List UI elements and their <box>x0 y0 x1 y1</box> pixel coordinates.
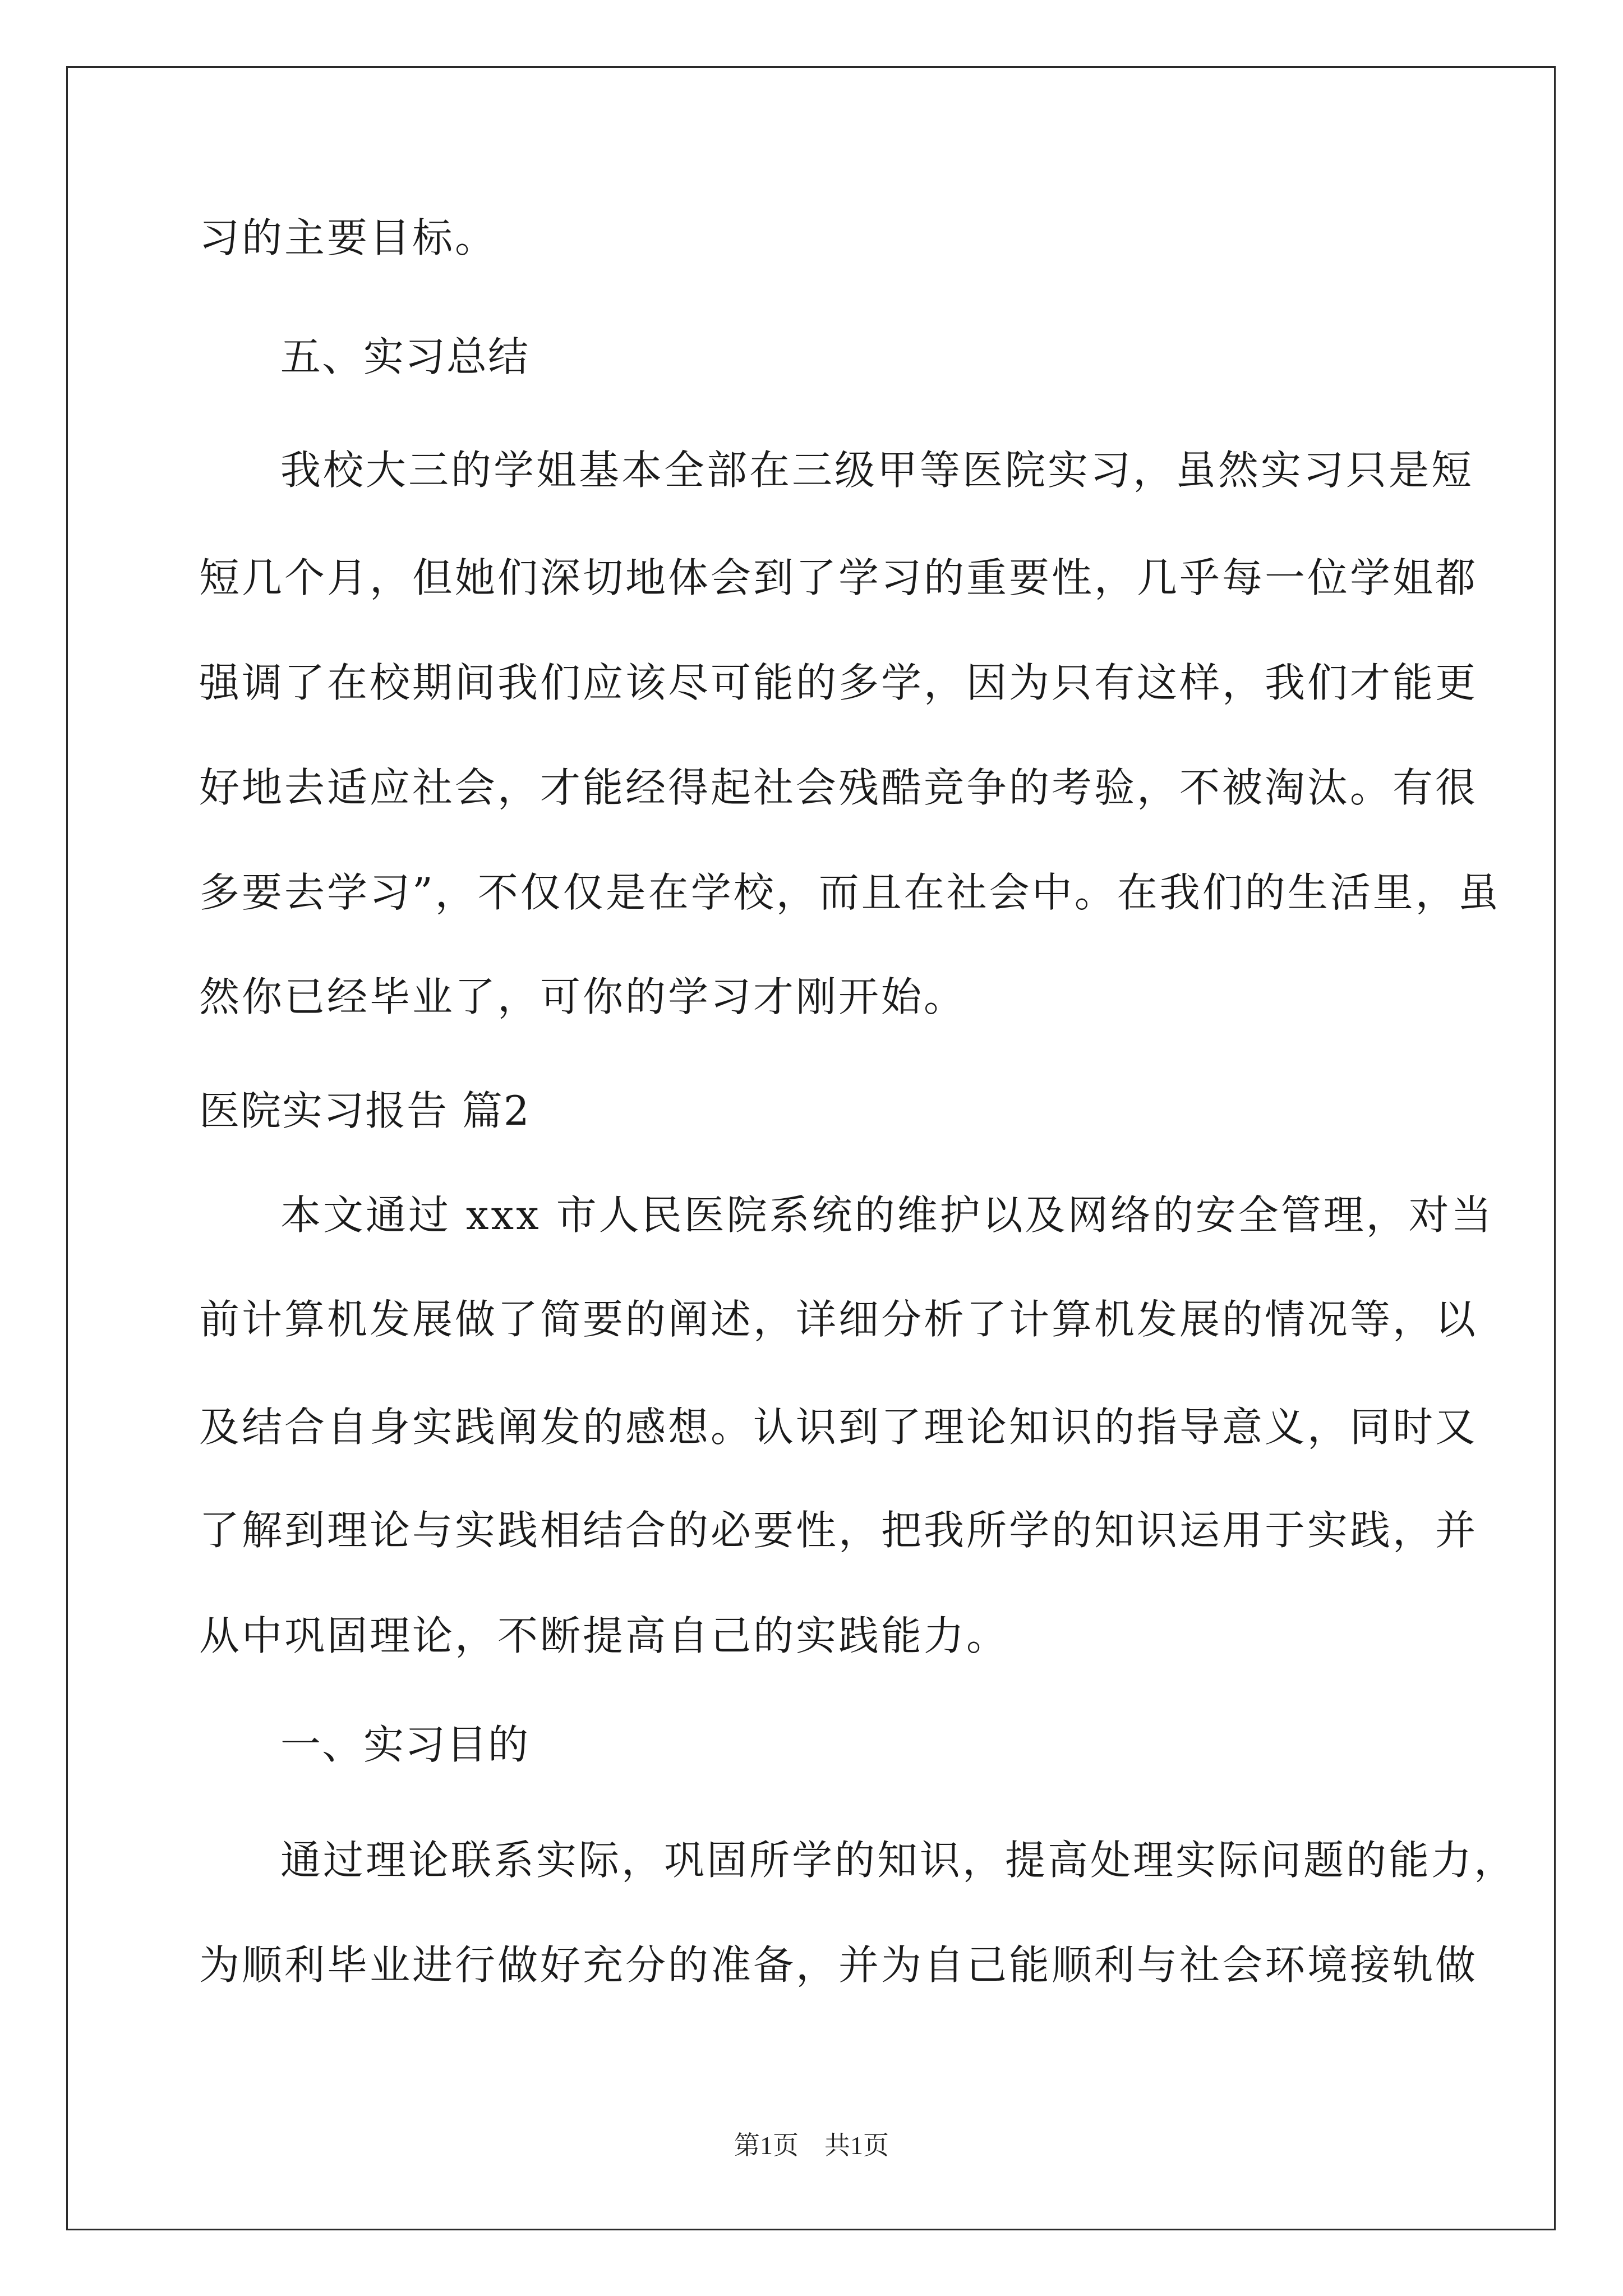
paragraph-line: 及结合自身实践阐发的感想。认识到了理论知识的指导意义，同时又 <box>199 1404 1478 1451</box>
paragraph-line: 前计算机发展做了简要的阐述，详细分析了计算机发展的情况等，以 <box>199 1296 1478 1343</box>
paragraph-line: 我校大三的学姐基本全部在三级甲等医院实习，虽然实习只是短 <box>280 447 1474 494</box>
paragraph-line: 多要去学习”，不仅仅是在学校，而且在社会中。在我们的生活里，虽 <box>199 869 1501 916</box>
paragraph-line: 本文通过 xxx 市人民医院系统的维护以及网络的安全管理，对当 <box>280 1191 1494 1239</box>
paragraph-line: 强调了在校期间我们应该尽可能的多学，因为只有这样，我们才能更 <box>199 659 1478 706</box>
paragraph-line: 然你已经毕业了，可你的学习才刚开始。 <box>199 973 967 1020</box>
section-heading: 一、实习目的 <box>280 1721 530 1768</box>
paragraph-line: 了解到理论与实践相结合的必要性，把我所学的知识运用于实践，并 <box>199 1507 1478 1554</box>
section-heading: 五、实习总结 <box>280 333 530 380</box>
paragraph-line: 从中巩固理论，不断提高自己的实践能力。 <box>199 1612 1009 1659</box>
page-footer: 第1页 共1页 <box>734 2131 889 2160</box>
paragraph-line: 习的主要目标。 <box>199 214 498 261</box>
paragraph-line: 短几个月，但她们深切地体会到了学习的重要性，几乎每一位学姐都 <box>199 554 1478 601</box>
page-border <box>66 66 1556 2230</box>
paragraph-line: 为顺利毕业进行做好充分的准备，并为自己能顺利与社会环境接轨做 <box>199 1941 1478 1989</box>
paragraph-line: 好地去适应社会，才能经得起社会残酷竞争的考验，不被淘汰。有很 <box>199 764 1478 811</box>
document-title: 医院实习报告 篇2 <box>199 1087 531 1134</box>
paragraph-line: 通过理论联系实际，巩固所学的知识，提高处理实际问题的能力， <box>280 1837 1517 1884</box>
